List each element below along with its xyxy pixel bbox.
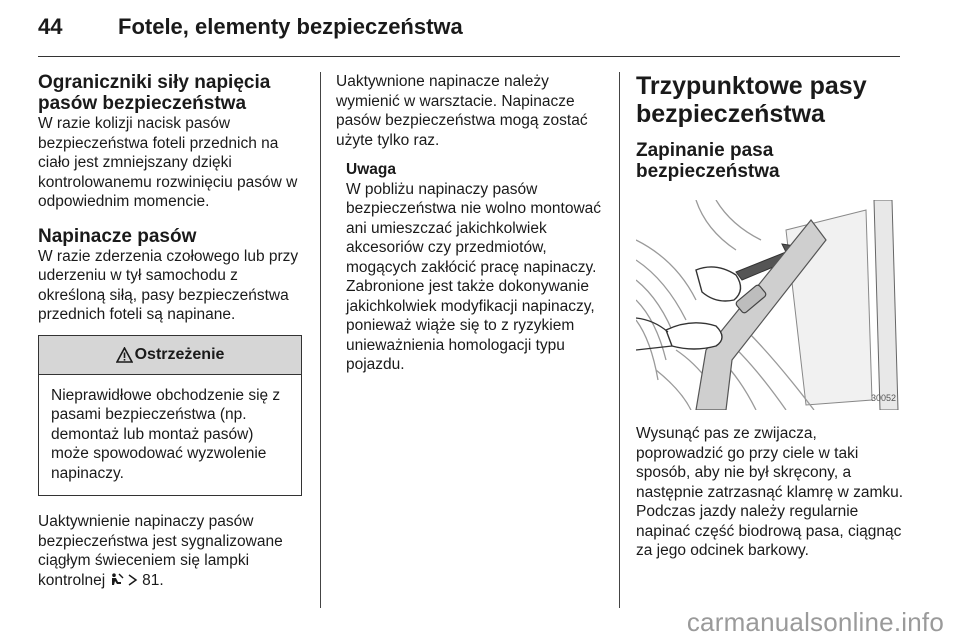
subheading-fastening-belt: Zapinanie pasa bezpieczeństwa (636, 140, 780, 182)
section-text-pretensioners: W razie zderzenia czołowego lub przy uderzeniu w tył samochodu z określoną siłą, pasy bezpieczeństwa przednich foteli są napinane. (38, 247, 299, 323)
reference-page: 81. (142, 571, 164, 589)
page-number: 44 (38, 14, 63, 39)
page-reference-icon (128, 574, 138, 586)
activation-text: Uaktywnienie napinaczy pasów bezpieczeństwa jest sygnalizowane ciągłym świeceniem się lampki kontrolnej (38, 513, 283, 589)
seatbelt-drawing (636, 200, 902, 410)
page-title: Fotele, elementy bezpieczeństwa (118, 14, 463, 39)
section-heading-force-limiters: Ograniczniki siły napięcia pasów bezpieczeństwa (38, 72, 271, 114)
activation-paragraph (38, 512, 304, 590)
fastening-instructions: Wysunąć pas ze zwijacza, poprowadzić go przy ciele w taki sposób, aby nie był skręcony, a następnie zatrzasnąć klamrę w zamku. Podczas jazdy należy regularnie napinać część biodrową pasa, ciągnąc za jego odcinek barkowy. (636, 425, 904, 559)
warning-header (39, 336, 301, 375)
figure-code: 30052 (870, 392, 896, 403)
note-text: W pobliżu napinaczy pasów bezpieczeństwa nie wolno montować ani umieszczać jakichkolwiek akcesoriów czy przedmiotów, mogących zakłócić pracę napinaczy. Zabronione jest także dokonywanie jakichkolwiek modyfikacji napinaczy, ponieważ wiąże się to z ryzykiem unieważnienia homologacji typu pojazdu. (346, 180, 602, 373)
warning-triangle-icon (116, 347, 133, 363)
warning-title: Ostrzeżenie (134, 345, 225, 363)
watermark: carmanualsonline.info (686, 607, 944, 637)
warning-box (38, 335, 302, 497)
section-heading-pretensioners: Napinacze pasów (38, 225, 197, 247)
warning-text: Nieprawidłowe obchodzenie się z pasami bezpieczeństwa (np. demontaż lub montaż pasów) może spowodować wyzwolenie napinaczy. (51, 386, 281, 482)
column-divider-2 (619, 72, 620, 608)
section-text-force-limiters: W razie kolizji nacisk pasów bezpieczeństwa foteli przednich na ciało jest zmniejszany dzięki kontrolowanemu rozwinięciu pasów w odpowiednim momencie. (38, 115, 298, 210)
column-middle (336, 72, 604, 375)
note-block (336, 160, 604, 375)
airbag-warning-light-icon (110, 573, 124, 586)
section-heading-three-point-belts: Trzypunktowe pasy bezpieczeństwa (636, 72, 867, 128)
replacement-text: Uaktywnione napinacze należy wymienić w warsztacie. Napinacze pasów bezpieczeństwa mogą zostać użyte tylko raz. (336, 73, 588, 149)
header-rule (38, 56, 900, 57)
column-left (38, 72, 304, 590)
note-title: Uwaga (346, 161, 396, 178)
seatbelt-illustration (636, 200, 902, 410)
column-right (636, 72, 904, 561)
column-divider-1 (320, 72, 321, 608)
